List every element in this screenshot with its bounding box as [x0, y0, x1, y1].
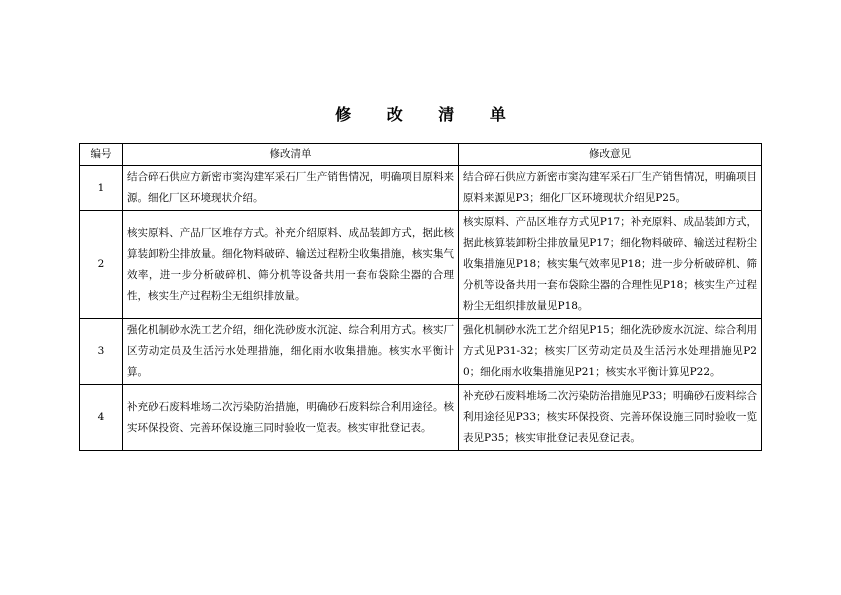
- table-row: [80, 385, 762, 451]
- page-title: 修 改 清 单: [335, 105, 521, 124]
- table-row: [80, 166, 762, 211]
- row-number: 1: [80, 166, 123, 211]
- revision-opinion: 结合碎石供应方新密市窦沟建军采石厂生产销售情况，明确项目原料来源见P3；细化厂区环境现状介绍见P25。: [459, 166, 762, 211]
- row-number: 2: [80, 211, 123, 319]
- table-row: [80, 211, 762, 319]
- revision-item: 结合碎石供应方新密市窦沟建军采石厂生产销售情况，明确项目原料来源。细化厂区环境现状介绍。: [123, 166, 459, 211]
- row-number: 4: [80, 385, 123, 451]
- revision-opinion: 补充砂石废料堆场二次污染防治措施见P33；明确砂石废料综合利用途径见P33；核实环保投资、完善环保设施三同时验收一览表见P35；核实审批登记表见登记表。: [459, 385, 762, 451]
- header-no: 编号: [80, 144, 123, 166]
- header-revision-list: 修改清单: [123, 144, 459, 166]
- table-header-row: [80, 144, 762, 166]
- table-row: [80, 319, 762, 385]
- row-number: 3: [80, 319, 123, 385]
- revision-table: [79, 143, 762, 451]
- header-revision-opinion: 修改意见: [459, 144, 762, 166]
- revision-item: 核实原料、产品厂区堆存方式。补充介绍原料、成品装卸方式，据此核算装卸粉尘排放量。细化物料破碎、输送过程粉尘收集措施，核实集气效率，进一步分析破碎机、筛分机等设备共用一套布袋除尘器的合理性，核实生产过程粉尘无组织排放量。: [123, 211, 459, 319]
- revision-opinion: 强化机制砂水洗工艺介绍见P15；细化洗砂废水沉淀、综合利用方式见P31-32；核实厂区劳动定员及生活污水处理措施见P20；细化雨水收集措施见P21；核实水平衡计算见P22。: [459, 319, 762, 385]
- revision-opinion: 核实原料、产品区堆存方式见P17；补充原料、成品装卸方式，据此核算装卸粉尘排放量见P17；细化物料破碎、输送过程粉尘收集措施见P18；核实集气效率见P18；进一步分析破碎机、筛分机等设备共用一套布袋除尘器的合理性见P18；核实生产过程粉尘无组织排放量见P18。: [459, 211, 762, 319]
- revision-item: 强化机制砂水洗工艺介绍，细化洗砂废水沉淀、综合利用方式。核实厂区劳动定员及生活污水处理措施，细化雨水收集措施。核实水平衡计算。: [123, 319, 459, 385]
- revision-item: 补充砂石废料堆场二次污染防治措施，明确砂石废料综合利用途径。核实环保投资、完善环保设施三同时验收一览表。核实审批登记表。: [123, 385, 459, 451]
